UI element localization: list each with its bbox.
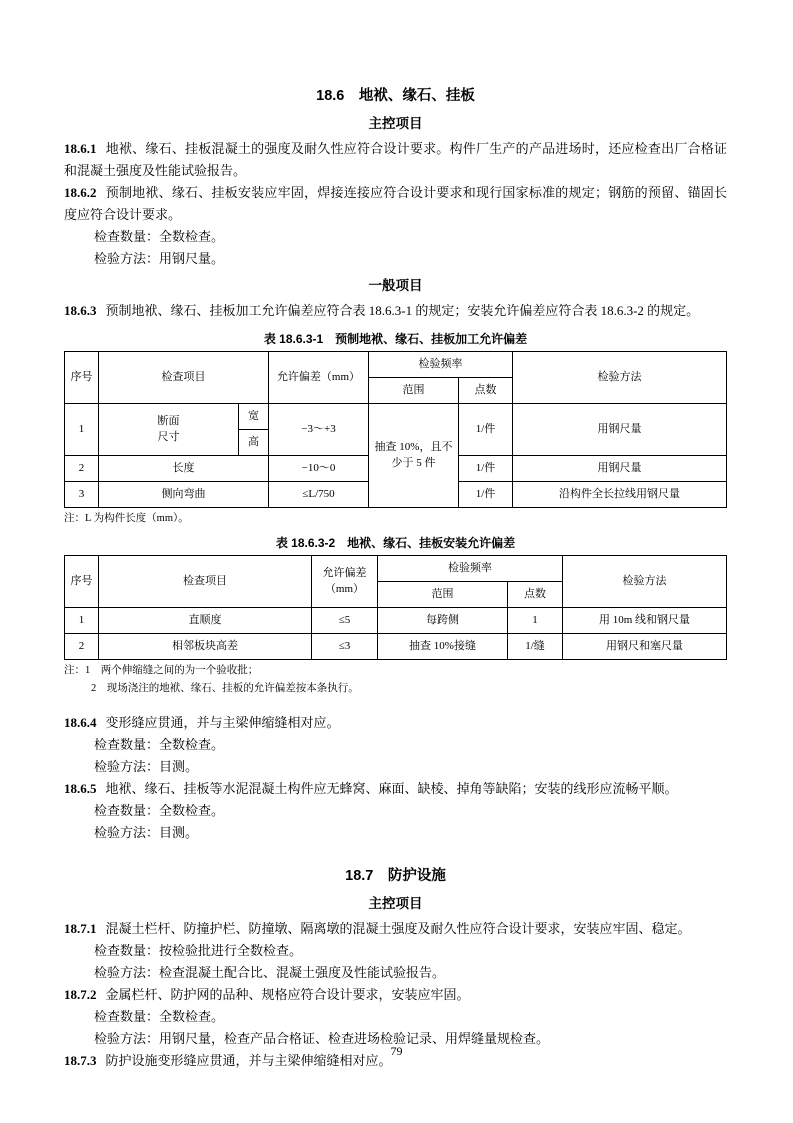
table-18-6-3-1 [64,351,727,508]
table-cell-seq: 2 [65,456,99,482]
table-cell-points: 1/件 [459,404,513,456]
clause-number: 18.7.3 [64,1053,97,1068]
table-row [65,634,727,660]
clause-number: 18.6.2 [64,185,97,200]
para-18-6-1 [64,138,727,182]
col-header-range: 范围 [369,378,459,404]
clause-number: 18.7.2 [64,987,97,1002]
table-cell-item: 直顺度 [99,608,312,634]
para-18-7-1 [64,918,727,940]
table-cell-seq: 2 [65,634,99,660]
table-row [65,404,727,430]
clause-number: 18.6.1 [64,141,97,156]
table-cell-seq: 1 [65,608,99,634]
section-18-6-title: 18.6 地袱、缘石、挂板 [316,88,475,104]
table-cell-points: 1/件 [459,482,513,508]
table-cell-item: 侧向弯曲 [99,482,269,508]
table-header-row [65,352,727,378]
table-cell-item: 相邻板块高差 [99,634,312,660]
col-header-deviation: 允许偏差（mm） [269,352,369,404]
table-cell-deviation: ≤3 [312,634,378,660]
check-method-line: 检验方法：检查混凝土配合比、混凝土强度及性能试验报告。 [94,965,446,980]
para-18-6-3 [64,300,727,322]
table-cell-deviation: ≤L/750 [269,482,369,508]
section-18-7-title: 18.7 防护设施 [345,868,446,884]
table-cell-text: 断面尺寸 [157,414,180,443]
main-control-heading-18-6: 主控项目 [368,116,423,131]
table-cell-method: 用钢尺量 [513,404,727,456]
general-items-heading: 一般项目 [368,278,423,293]
clause-text: 预制地袱、缘石、挂板加工允许偏差应符合表 18.6.3-1 的规定；安装允许偏差应符合表 18.6.3-2 的规定。 [105,303,700,318]
table-cell-method: 沿构件全长拉线用钢尺量 [513,482,727,508]
table-cell-method: 用 10m 线和钢尺量 [563,608,727,634]
para-18-7-2 [64,984,727,1006]
table-row [65,608,727,634]
table-cell-deviation: −10～0 [269,456,369,482]
para-18-6-5 [64,778,727,800]
clause-number: 18.6.5 [64,781,97,796]
check-quantity-line: 检查数量：按检验批进行全数检查。 [94,943,303,958]
table2-note-2: 2 现场浇注的地袱、缘石、挂板的允许偏差按本条执行。 [91,683,359,694]
table-18-6-3-2 [64,555,727,660]
clause-number: 18.7.1 [64,921,97,936]
check-quantity-line: 检查数量：全数检查。 [94,229,225,244]
table-cell-sub: 宽 [239,404,269,430]
table-cell-points: 1/件 [459,456,513,482]
col-header-method: 检验方法 [513,352,727,404]
table-cell-range: 每跨侧 [378,608,508,634]
col-header-frequency: 检验频率 [369,352,513,378]
col-header-item: 检查项目 [99,556,312,608]
table-cell-deviation: −3～+3 [269,404,369,456]
col-header-seq: 序号 [65,352,99,404]
clause-text: 防护设施变形缝应贯通，并与主梁伸缩缝相对应。 [105,1053,392,1068]
check-method-line: 检验方法：目测。 [94,759,199,774]
table-cell-seq: 1 [65,404,99,456]
check-quantity-line: 检查数量：全数检查。 [94,803,225,818]
table2-note-1: 注：1 两个伸缩缝之间的为一个验收批； [64,665,259,676]
clause-number: 18.6.3 [64,303,97,318]
page-number: 79 [390,1044,403,1058]
table-cell-method: 用钢尺和塞尺量 [563,634,727,660]
table-cell-item: 长度 [99,456,269,482]
col-header-item: 检查项目 [99,352,269,404]
col-header-seq: 序号 [65,556,99,608]
table1-caption: 表 18.6.3-1 预制地袱、缘石、挂板加工允许偏差 [263,332,528,346]
check-method-line: 检验方法：目测。 [94,825,199,840]
table-cell-deviation: ≤5 [312,608,378,634]
table-cell-seq: 3 [65,482,99,508]
clause-text: 变形缝应贯通，并与主梁伸缩缝相对应。 [105,715,340,730]
col-header-method: 检验方法 [563,556,727,608]
main-control-heading-18-7: 主控项目 [368,896,423,911]
clause-text: 金属栏杆、防护网的品种、规格应符合设计要求，安装应牢固。 [105,987,470,1002]
check-method-line: 检验方法：用钢尺量。 [94,251,225,266]
table1-note: 注：L 为构件长度（mm）。 [64,513,189,524]
table-cell-method: 用钢尺量 [513,456,727,482]
table-cell-item [99,404,239,456]
para-18-6-4 [64,712,727,734]
table-cell-points: 1 [508,608,563,634]
col-header-points: 点数 [459,378,513,404]
para-18-6-2 [64,182,727,226]
clause-text: 地袱、缘石、挂板混凝土的强度及耐久性应符合设计要求。构件厂生产的产品进场时，还应检查出厂合格证和混凝土强度及性能试验报告。 [64,141,727,178]
table-cell-sub: 高 [239,430,269,456]
check-method-line: 检验方法：用钢尺量，检查产品合格证、检查进场检验记录、用焊缝量规检查。 [94,1031,550,1046]
clause-text: 混凝土栏杆、防撞护栏、防撞墩、隔离墩的混凝土强度及耐久性应符合设计要求，安装应牢固、稳定。 [105,921,691,936]
col-header-range: 范围 [378,582,508,608]
clause-text: 地袱、缘石、挂板等水泥混凝土构件应无蜂窝、麻面、缺棱、掉角等缺陷；安装的线形应流畅平顺。 [105,781,678,796]
col-header-deviation: 允许偏差（mm） [312,556,378,608]
col-header-frequency: 检验频率 [378,556,563,582]
clause-text: 预制地袱、缘石、挂板安装应牢固，焊接连接应符合设计要求和现行国家标准的规定；钢筋的预留、锚固长度应符合设计要求。 [64,185,727,222]
table-cell-range: 抽查 10%，且不少于 5 件 [369,404,459,508]
table-header-row [65,556,727,582]
table-cell-points: 1/缝 [508,634,563,660]
check-quantity-line: 检查数量：全数检查。 [94,1009,225,1024]
table-cell-range: 抽查 10%接缝 [378,634,508,660]
clause-number: 18.6.4 [64,715,97,730]
col-header-points: 点数 [508,582,563,608]
check-quantity-line: 检查数量：全数检查。 [94,737,225,752]
table2-caption: 表 18.6.3-2 地袱、缘石、挂板安装允许偏差 [275,536,516,550]
